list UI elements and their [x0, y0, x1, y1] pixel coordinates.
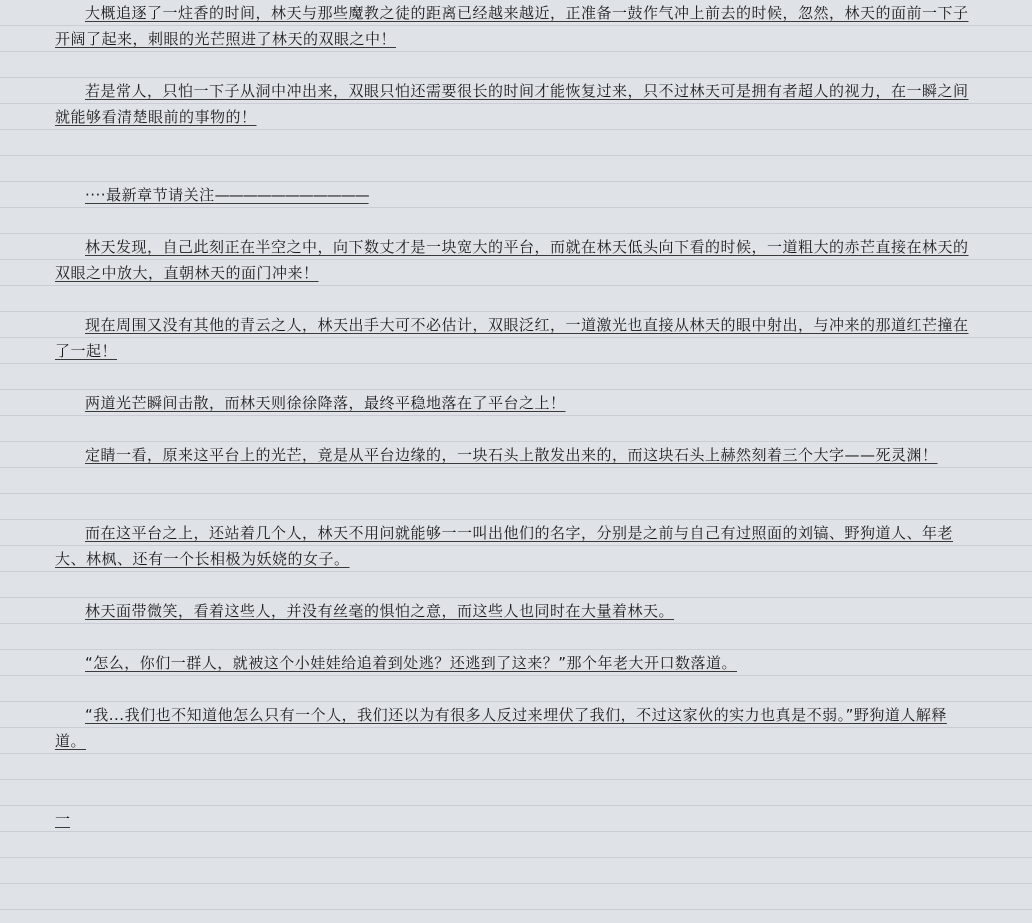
paragraph-gap [55, 572, 977, 598]
paragraph-2: 若是常人，只怕一下子从洞中冲出来，双眼只怕还需要很长的时间才能恢复过来，只不过林天可是拥有者超人的视力，在一瞬之间就能够看清楚眼前的事物的！ [55, 82, 969, 126]
paragraph-gap [55, 52, 977, 78]
paragraph-gap [55, 364, 977, 390]
paragraph-3: 林天发现，自己此刻正在半空之中，向下数丈才是一块宽大的平台，而就在林天低头向下看的时候，一道粗大的赤芒直接在林天的双眼之中放大，直朝林天的面门冲来！ [55, 238, 969, 282]
paragraph-10: “我...我们也不知道他怎么只有一个人，我们还以为有很多人反过来埋伏了我们，不过这家伙的实力也真是不弱。”野狗道人解释道。 [55, 706, 947, 750]
paragraph-gap [55, 286, 977, 312]
separator-dots: ···· [85, 186, 107, 204]
paragraph-gap [55, 676, 977, 702]
paragraph-8: 林天面带微笑，看着这些人，并没有丝毫的惧怕之意，而这些人也同时在大量着林天。 [85, 602, 675, 620]
paragraph-gap [55, 130, 977, 182]
paragraph-1: 大概追逐了一炷香的时间，林天与那些魔教之徒的距离已经越来越近，正准备一鼓作气冲上前去的时候，忽然，林天的面前一下子开阔了起来，刺眼的光芒照进了林天的双眼之中！ [55, 4, 969, 48]
paragraph-9: “怎么，你们一群人，就被这个小娃娃给追着到处逃？还逃到了这来？”那个年老大开口数落道。 [85, 654, 738, 672]
paragraph-6: 定睛一看，原来这平台上的光芒，竟是从平台边缘的，一块石头上散发出来的，而这块石头上赫然刻着三个大字——死灵渊！ [85, 446, 938, 464]
separator-dashes: ——————————— [214, 186, 369, 204]
paragraph-7: 而在这平台之上，还站着几个人，林天不用问就能够一一叫出他们的名字，分别是之前与自己有过照面的刘镐、野狗道人、年老大、林枫、还有一个长相极为妖娆的女子。 [55, 524, 954, 568]
paragraph-gap [55, 624, 977, 650]
paragraph-gap [55, 208, 977, 234]
paragraph-gap [55, 468, 977, 520]
separator-line [55, 182, 977, 208]
paragraph-gap [55, 754, 977, 806]
paragraph-5: 两道光芒瞬间击散，而林天则徐徐降落，最终平稳地落在了平台之上！ [85, 394, 566, 412]
paragraph-gap [55, 416, 977, 442]
paragraph-4: 现在周围又没有其他的青云之人，林天出手大可不必估计，双眼泛红，一道激光也直接从林天的眼中射出，与冲来的那道红芒撞在了一起！ [55, 316, 969, 360]
footer-mark: 一 [55, 810, 71, 828]
separator-text: 最新章节请关注 [106, 186, 215, 204]
